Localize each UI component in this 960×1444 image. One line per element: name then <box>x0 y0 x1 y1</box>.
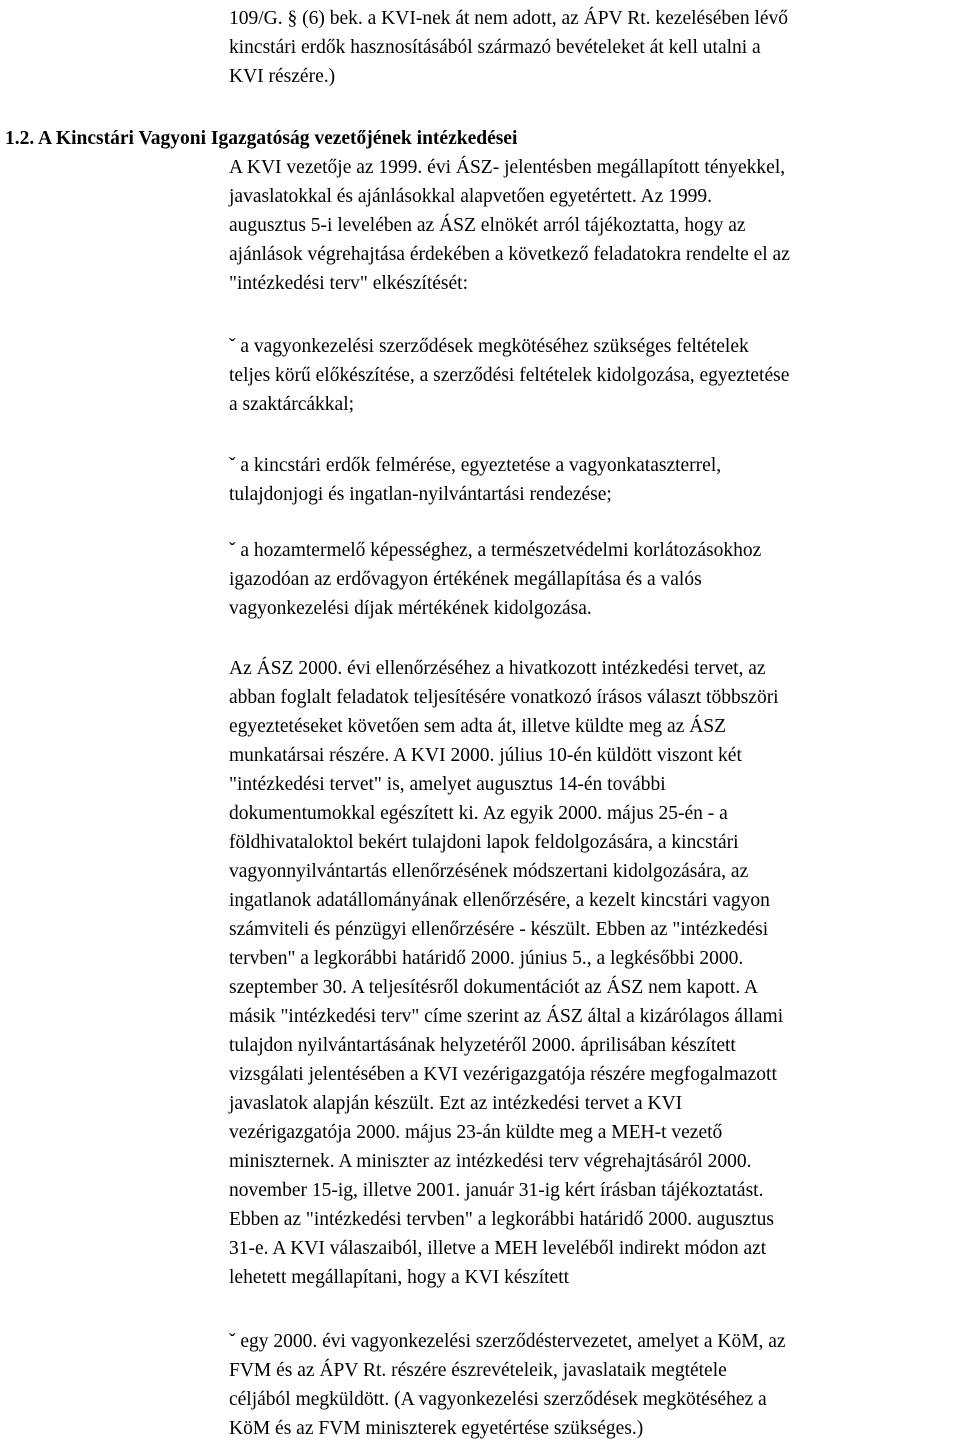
text-line: kincstári erdők hasznosításából származó bevételeket át kell utalni a <box>229 37 761 58</box>
paragraph <box>229 654 783 1292</box>
text-line: ˇ egy 2000. évi vagyonkezelési szerződéstervezetet, amelyet a KöM, az <box>229 1331 786 1352</box>
text-line: vagyonkezelési díjak mértékének kidolgozása. <box>229 598 592 619</box>
text-line: ˇ a kincstári erdők felmérése, egyeztetése a vagyonkataszterrel, <box>229 455 722 476</box>
text-line: abban foglalt feladatok teljesítésére vonatkozó írásos választ többszöri <box>229 687 779 708</box>
paragraph <box>229 153 790 298</box>
text-line: egyeztetéseket követően sem adta át, illetve küldte meg az ÁSZ <box>229 716 727 737</box>
text-line: tervben" a legkorábbi határidő 2000. június 5., a legkésőbbi 2000. <box>229 948 744 969</box>
list-item <box>229 332 789 419</box>
text-line: javaslatokkal és ajánlásokkal alapvetően egyetértett. Az 1999. <box>229 186 712 207</box>
section-heading <box>5 124 517 153</box>
section-heading-text: 1.2. A Kincstári Vagyoni Igazgatóság vezetőjének intézkedései <box>5 128 518 149</box>
text-line: KöM és az FVM miniszterek egyetértése szükséges.) <box>229 1418 644 1439</box>
text-line: vezérigazgatója 2000. május 23-án küldte meg a MEH-t vezető <box>229 1122 723 1143</box>
text-line: vizsgálati jelentésében a KVI vezérigazgatója részére megfogalmazott <box>229 1064 777 1085</box>
text-line: augusztus 5-i levelében az ÁSZ elnökét arról tájékoztatta, hogy az <box>229 215 746 236</box>
list-item <box>229 536 761 623</box>
text-line: javaslatok alapján készült. Ezt az intézkedési tervet a KVI <box>229 1093 683 1114</box>
text-line: ingatlanok adatállományának ellenőrzésére, a kezelt kincstári vagyon <box>229 890 770 911</box>
text-line: "intézkedési terv" elkészítését: <box>229 273 468 294</box>
text-line: ˇ a hozamtermelő képességhez, a természetvédelmi korlátozásokhoz <box>229 540 762 561</box>
text-line: teljes körű előkészítése, a szerződési feltételek kidolgozása, egyeztetése <box>229 365 790 386</box>
text-line: szeptember 30. A teljesítésről dokumentációt az ÁSZ nem kapott. A <box>229 977 759 998</box>
text-line: a szaktárcákkal; <box>229 394 355 415</box>
text-line: földhivataloktol bekért tulajdoni lapok feldolgozására, a kincstári <box>229 832 739 853</box>
text-line: ˇ a vagyonkezelési szerződések megkötéséhez szükséges feltételek <box>229 336 749 357</box>
text-line: A KVI vezetője az 1999. évi ÁSZ- jelentésben megállapított tényekkel, <box>229 157 786 178</box>
text-line: FVM és az ÁPV Rt. részére észrevételeik, javaslataik megtétele <box>229 1360 727 1381</box>
text-line: Ebben az "intézkedési tervben" a legkorábbi határidő 2000. augusztus <box>229 1209 774 1230</box>
text-line: lehetett megállapítani, hogy a KVI készített <box>229 1267 570 1288</box>
text-line: november 15-ig, illetve 2001. január 31-ig kért írásban tájékoztatást. <box>229 1180 764 1201</box>
text-line: dokumentumokkal egészített ki. Az egyik 2000. május 25-én - a <box>229 803 728 824</box>
text-line: 109/G. § (6) bek. a KVI-nek át nem adott, az ÁPV Rt. kezelésében lévő <box>229 8 789 29</box>
text-line: 31-e. A KVI válaszaiból, illetve a MEH leveléből indirekt módon azt <box>229 1238 767 1259</box>
text-line: ajánlások végrehajtása érdekében a következő feladatokra rendelte el az <box>229 244 790 265</box>
text-line: tulajdonjogi és ingatlan-nyilvántartási rendezése; <box>229 484 612 505</box>
text-line: "intézkedési tervet" is, amelyet augusztus 14-én további <box>229 774 666 795</box>
intro-paragraph <box>229 4 788 91</box>
text-line: miniszternek. A miniszter az intézkedési terv végrehajtásáról 2000. <box>229 1151 752 1172</box>
text-line: igazodóan az erdővagyon értékének megállapítása és a valós <box>229 569 702 590</box>
text-line: tulajdon nyilvántartásának helyzetéről 2000. áprilisában készített <box>229 1035 736 1056</box>
list-item <box>229 451 721 509</box>
text-line: munkatársai részére. A KVI 2000. július 10-én küldött viszont két <box>229 745 742 766</box>
text-line: vagyonnyilvántartás ellenőrzésének módszertani kidolgozására, az <box>229 861 749 882</box>
text-line: másik "intézkedési terv" címe szerint az ÁSZ által a kizárólagos állami <box>229 1006 784 1027</box>
text-line: KVI részére.) <box>229 66 336 87</box>
text-line: számviteli és pénzügyi ellenőrzésére - készült. Ebben az "intézkedési <box>229 919 769 940</box>
list-item <box>229 1327 786 1443</box>
text-line: Az ÁSZ 2000. évi ellenőrzéséhez a hivatkozott intézkedési tervet, az <box>229 658 766 679</box>
text-line: céljából megküldött. (A vagyonkezelési szerződések megkötéséhez a <box>229 1389 767 1410</box>
